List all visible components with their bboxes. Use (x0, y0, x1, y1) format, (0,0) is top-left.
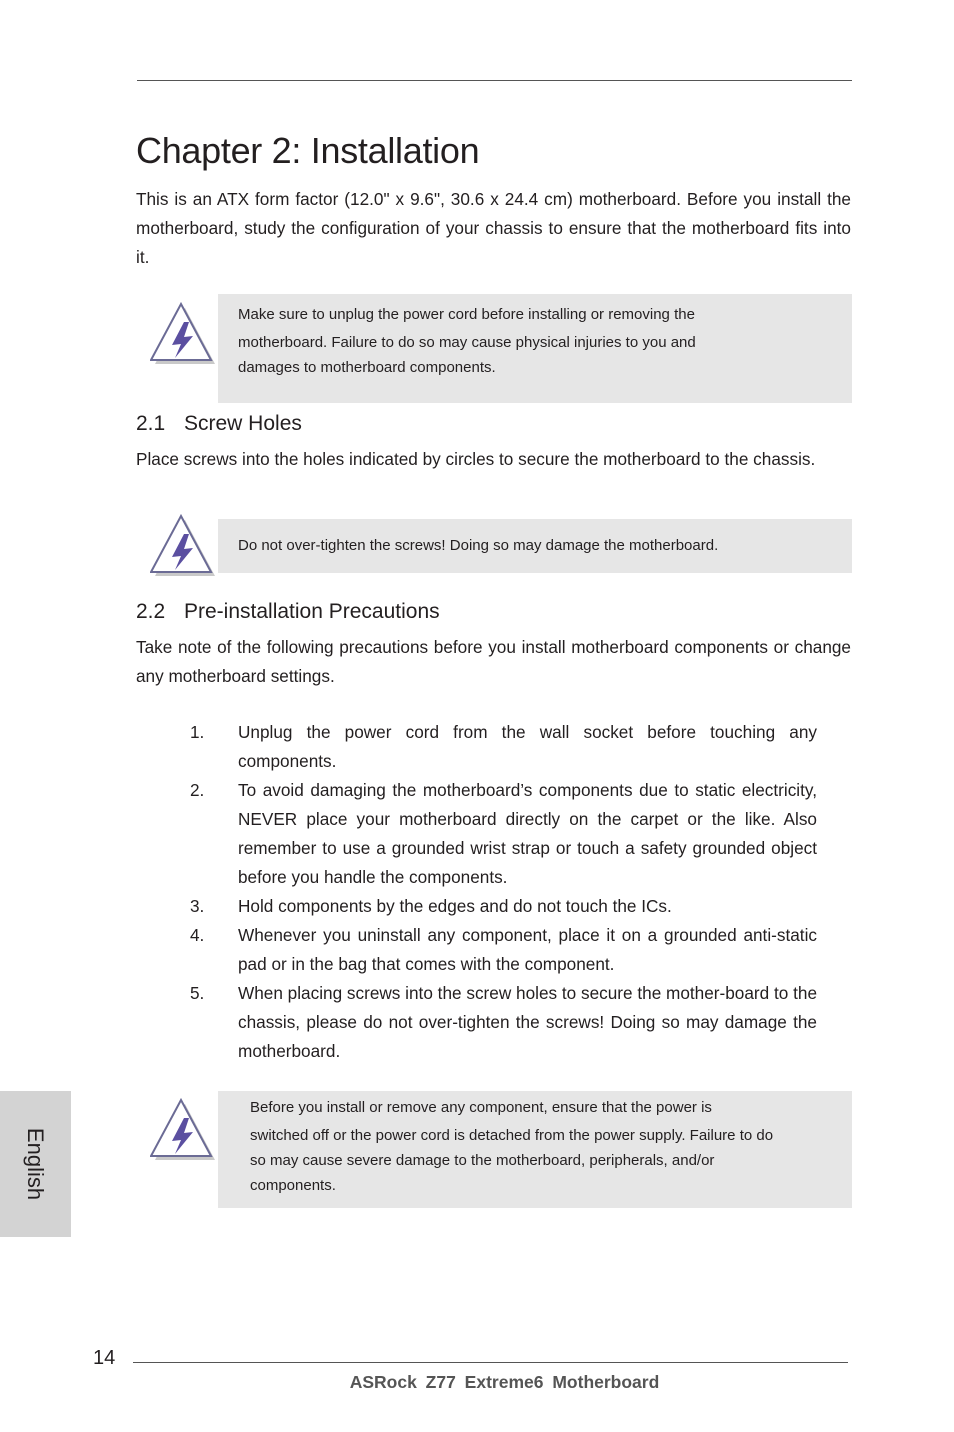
note-text: Make sure to unplug the power cord before installing or removing the (238, 306, 695, 323)
list-item-text: Whenever you uninstall any component, place it on a grounded anti-static pad or in the bag that comes with the component. (238, 925, 817, 974)
chapter-intro: This is an ATX form factor (12.0" x 9.6", 30.6 x 24.4 cm) motherboard. Before you install the motherboard, study the configuration of your chassis to ensure that the motherboard fits into it. (136, 189, 851, 267)
list-item (0, 776, 954, 892)
note-text: switched off or the power cord is detached from the power supply. Failure to do (250, 1127, 774, 1144)
list-item-text: Hold components by the edges and do not touch the ICs. (238, 896, 672, 916)
section-heading-screw-holes (136, 412, 302, 436)
note-box-power (218, 294, 852, 403)
section-number: 2.2 (136, 600, 166, 623)
list-item (0, 979, 954, 1066)
section-title: Screw Holes (184, 412, 302, 435)
language-tab (0, 1091, 71, 1237)
note-text: Before you install or remove any component, ensure that the power is (250, 1099, 712, 1116)
warning-triangle-icon (150, 512, 218, 580)
warning-triangle-icon (150, 1096, 218, 1164)
footer-rule (133, 1362, 848, 1363)
header-rule (137, 80, 852, 81)
note-text: damages to motherboard components. (238, 359, 496, 376)
list-item-number: 4. (190, 925, 205, 945)
note-box-component-power (218, 1091, 852, 1208)
list-item-text: To avoid damaging the motherboard’s components due to static electricity, NEVER place your motherboard directly on the carpet or the like. Also remember to use a grounded wrist strap or touch a safety grounded object before you handle the components. (238, 780, 817, 887)
note-text: so may cause severe damage to the motherboard, peripherals, and/or (250, 1152, 715, 1169)
list-item-text: When placing screws into the screw holes to secure the mother-board to the chassis, please do not over-tighten the screws! Doing so may damage the motherboard. (238, 983, 817, 1061)
list-item-number: 5. (190, 983, 205, 1003)
list-item-number: 2. (190, 780, 205, 800)
list-item-number: 3. (190, 896, 205, 916)
note-text: Do not over-tighten the screws! Doing so may damage the motherboard. (238, 537, 719, 554)
language-label: English (23, 1127, 48, 1201)
note-box-screws (218, 519, 852, 573)
section-heading-precautions (136, 600, 440, 624)
note-text: components. (250, 1177, 336, 1194)
page-number: 14 (93, 1347, 116, 1369)
footer-product-title: ASRock Z77 Extreme6 Motherboard (349, 1372, 660, 1392)
list-item-text: Unplug the power cord from the wall socket before touching any components. (238, 722, 817, 771)
list-item-number: 1. (190, 722, 205, 742)
list-item (0, 921, 954, 979)
section-body: Take note of the following precautions before you install motherboard components or change any motherboard settings. (136, 637, 851, 686)
warning-triangle-icon (150, 300, 218, 368)
list-item (0, 718, 954, 776)
section-title: Pre-installation Precautions (184, 600, 440, 623)
section-number: 2.1 (136, 412, 166, 435)
note-text: motherboard. Failure to do so may cause physical injuries to you and (238, 334, 696, 351)
chapter-title: Chapter 2: Installation (136, 130, 480, 171)
precautions-list (0, 718, 954, 1066)
list-item (0, 892, 954, 921)
section-body: Place screws into the holes indicated by circles to secure the motherboard to the chassis. (136, 449, 816, 469)
